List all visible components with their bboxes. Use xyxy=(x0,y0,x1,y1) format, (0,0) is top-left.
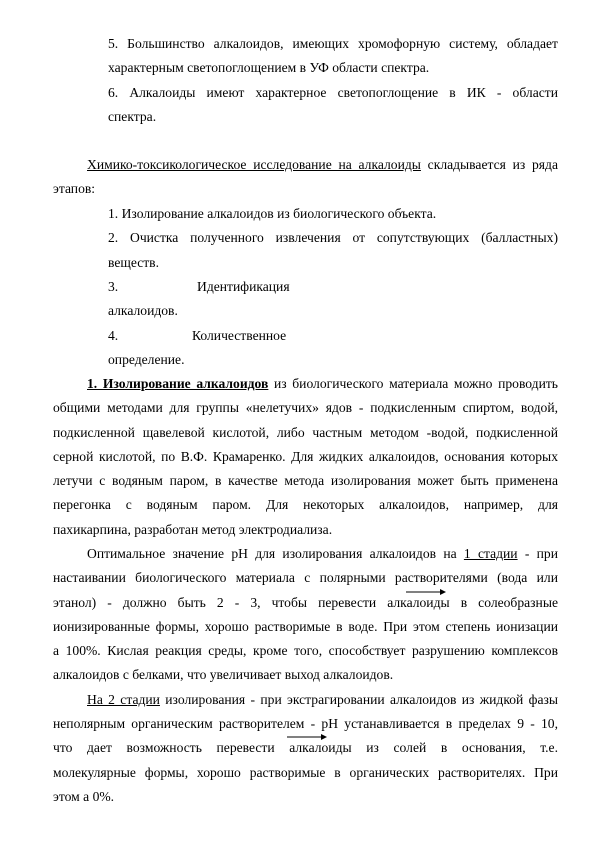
p1-line-1-rest: из биологического материала можно проводить xyxy=(268,376,559,391)
stages-intro-rest: складывается из ряда xyxy=(420,157,559,172)
p1-line-5: летучи с водяным паром, в качестве метода изолирования может быть применена xyxy=(53,473,558,488)
p3-line-4: молекулярные формы, хорошо растворимые в органических растворителях. При xyxy=(53,765,558,780)
p2-line-3: этанол) - должно быть 2 - 3, чтобы перевести алкалоиды в солеобразные xyxy=(53,595,558,610)
p2-stage-1-link: 1 стадии xyxy=(463,546,518,561)
stage-3-line-2: алкалоидов. xyxy=(108,303,178,318)
stages-intro-line-1 xyxy=(87,157,558,173)
p1-heading: 1. Изолирование алкалоидов xyxy=(87,376,269,391)
stages-intro-line-2: этапов: xyxy=(53,181,96,196)
p3-line-3: что дает возможность перевести алкалоиды из солей в основания, т.е. xyxy=(53,740,558,755)
p1-line-3: подкисленной щавелевой кислотой, либо частным методом -водой, подкисленной xyxy=(53,425,558,440)
p3-line-1 xyxy=(87,692,558,708)
stage-2-line-2: веществ. xyxy=(108,255,160,270)
p1-line-7: пахикарпина, разработан метод электродиализа. xyxy=(53,522,333,537)
list-item-6-line-1: 6. Алкалоиды имеют характерное светопоглощение в ИК - области xyxy=(108,85,558,100)
p2-line-1 xyxy=(87,546,558,562)
list-item-6-line-2: спектра. xyxy=(108,109,157,124)
stage-4-line-2: определение. xyxy=(108,352,185,367)
stage-3-number: 3. xyxy=(108,279,119,294)
stage-3-word: Идентификация xyxy=(197,279,290,294)
p2-line-5: а 100%. Кислая реакция среды, кроме того, способствует разрушению комплексов xyxy=(53,643,558,658)
list-item-5-line-1: 5. Большинство алкалоидов, имеющих хромофорную систему, обладает xyxy=(108,36,558,51)
list-item-5-line-2: характерным светопоглощением в УФ области спектра. xyxy=(108,60,430,75)
stage-1: 1. Изолирование алкалоидов из биологического объекта. xyxy=(108,206,437,221)
p2-line-2: настаивании биологического материала с полярными растворителями (вода или xyxy=(53,570,558,585)
stage-2-line-1: 2. Очистка полученного извлечения от сопутствующих (балластных) xyxy=(108,230,558,245)
p3-line-5: этом а 0%. xyxy=(53,789,115,804)
p1-line-2: общими методами для группы «нелетучих» ядов - подкисленным спиртом, водой, xyxy=(53,400,558,415)
stages-intro-link: Химико-токсикологическое исследование на алкалоиды xyxy=(87,157,421,172)
p1-line-6: перегонка с водяным паром. Для некоторых алкалоидов, например, для xyxy=(53,497,558,512)
p3-line-2: неполярным органическим растворителем - рН устанавливается в пределах 9 - 10, xyxy=(53,716,558,731)
stage-4-number: 4. xyxy=(108,328,119,343)
p3-line-1-rest: изолирования - при экстрагировании алкалоидов из жидкой фазы xyxy=(159,692,558,707)
p1-line-1 xyxy=(87,376,558,392)
p2-line-6: алкалоидов с белками, что увеличивает выход алкалоидов. xyxy=(53,667,394,682)
stage-4-word: Количественное xyxy=(192,328,287,343)
p2-line-4: ионизированные формы, хорошо растворимые в воде. При этом степень ионизации xyxy=(53,619,558,634)
p2-line-1-post: - при xyxy=(517,546,558,561)
p3-stage-2-link: На 2 стадии xyxy=(87,692,160,707)
p2-line-1-pre: Оптимальное значение рН для изолирования алкалоидов на xyxy=(87,546,464,561)
p1-line-4: серной кислотой, по В.Ф. Крамаренко. Для жидких алкалоидов, основания которых xyxy=(53,449,558,464)
